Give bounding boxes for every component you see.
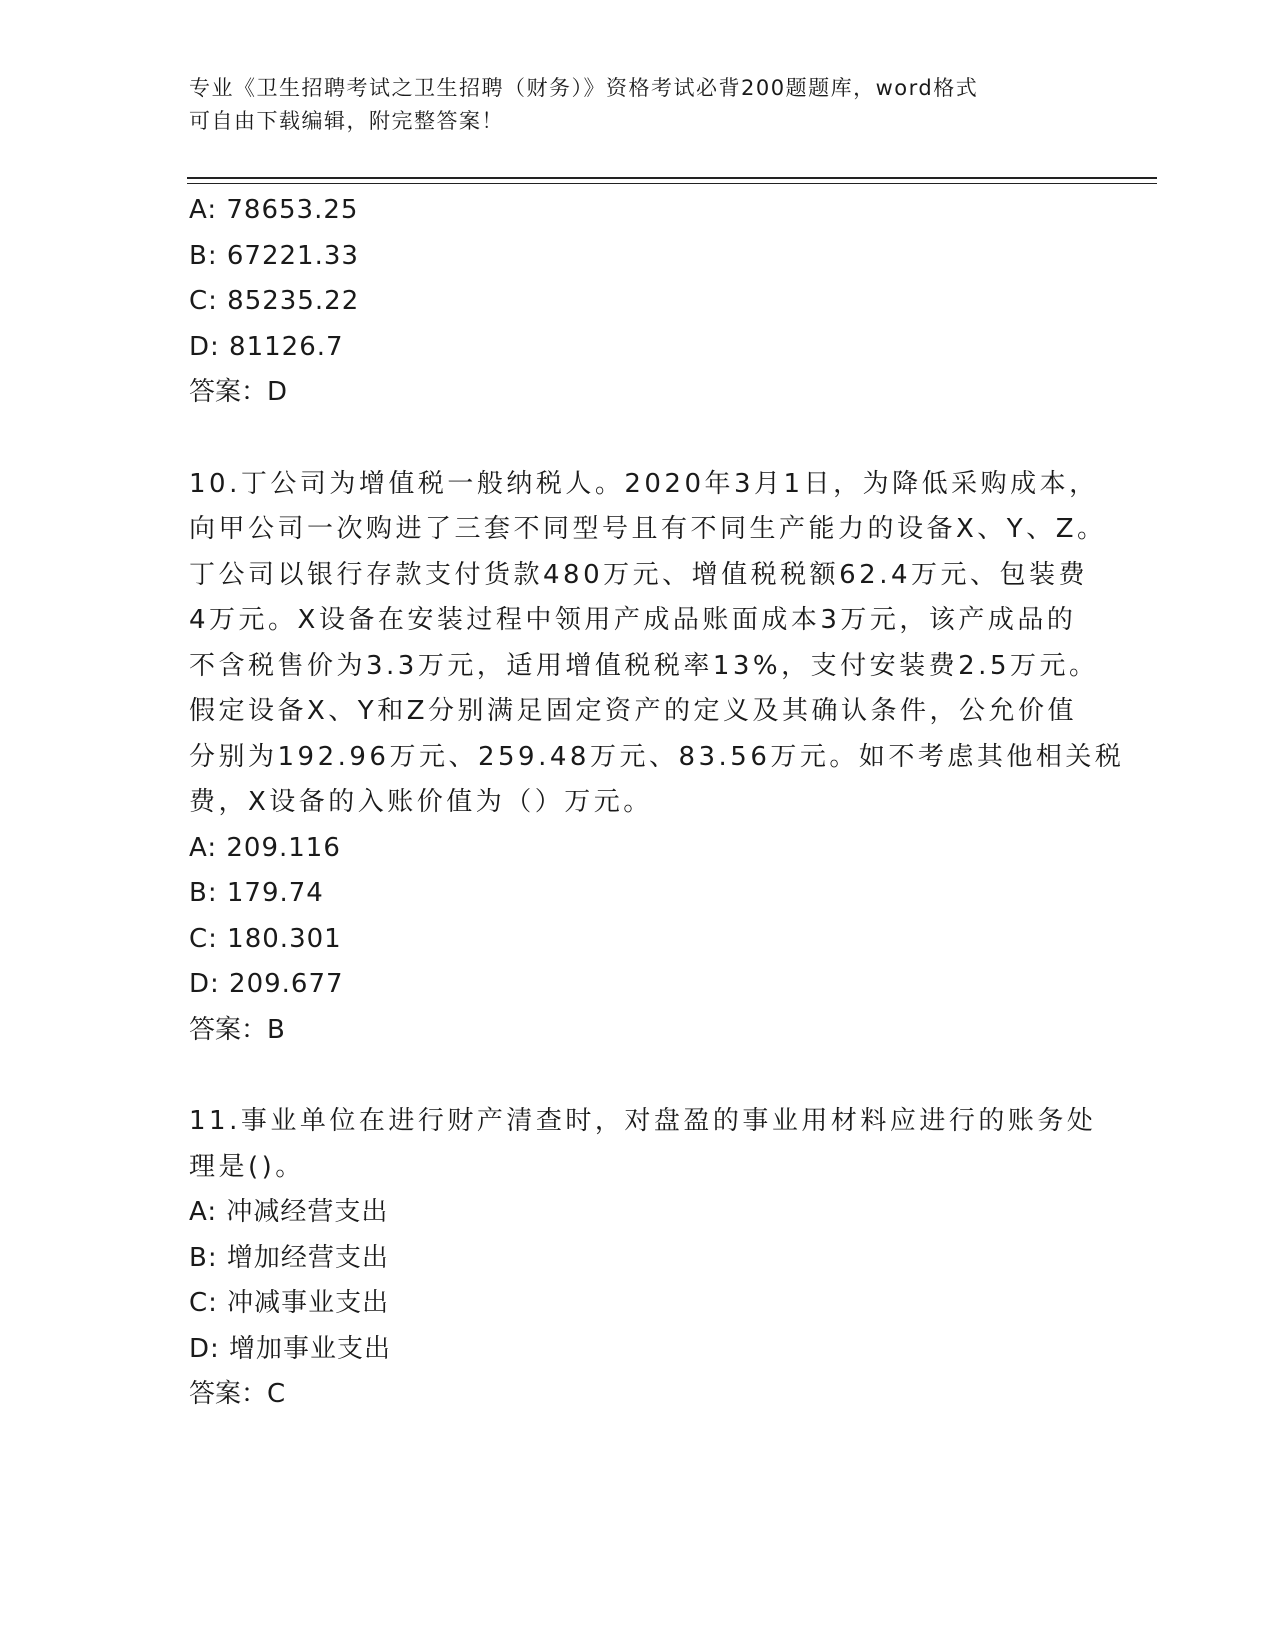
question-stem-line: 4万元。X设备在安装过程中领用产成品账面成本3万元，该产成品的 bbox=[189, 605, 1077, 635]
question-10 bbox=[189, 462, 1125, 1054]
question-stem-line: 丁公司以银行存款支付货款480万元、增值税税额62.4万元、包装费 bbox=[189, 559, 1089, 590]
question-stem-line: 费，X设备的入账价值为（）万元。 bbox=[189, 787, 653, 817]
question-stem-line: 分别为192.96万元、259.48万元、83.56万元。如不考虑其他相关税 bbox=[189, 741, 1125, 772]
answer-line: 答案：C bbox=[189, 1379, 286, 1409]
option-b: B: 增加经营支出 bbox=[189, 1242, 389, 1273]
spacer bbox=[189, 416, 1069, 462]
option-c: C: 180.301 bbox=[189, 923, 342, 954]
option-a: A: 冲减经营支出 bbox=[189, 1197, 389, 1227]
option-d: D: 209.677 bbox=[189, 969, 344, 999]
option-c: C: 85235.22 bbox=[189, 286, 360, 316]
question-stem-line: 11.事业单位在进行财产清查时，对盘盈的事业用材料应进行的账务处 bbox=[189, 1106, 1097, 1136]
question-stem-line: 不含税售价为3.3万元，适用增值税税率13%，支付安装费2.5万元。 bbox=[189, 650, 1099, 681]
question-stem-line: 向甲公司一次购进了三套不同型号且有不同生产能力的设备X、Y、Z。 bbox=[189, 514, 1107, 544]
option-a: A: 209.116 bbox=[189, 832, 341, 863]
option-a: A: 78653.25 bbox=[189, 195, 359, 225]
answer-line: 答案：D bbox=[189, 377, 288, 407]
document-header bbox=[189, 72, 1089, 138]
question-11 bbox=[189, 1099, 1097, 1418]
document-body bbox=[189, 188, 1125, 1418]
header-line-1: 专业《卫生招聘考试之卫生招聘（财务）》资格考试必背200题题库，word格式 bbox=[189, 76, 979, 100]
question-stem-line: 假定设备X、Y和Z分别满足固定资产的定义及其确认条件，公允价值 bbox=[189, 696, 1078, 726]
option-b: B: 179.74 bbox=[189, 878, 324, 908]
header-line-2: 可自由下载编辑，附完整答案！ bbox=[189, 109, 504, 133]
question-stem-line: 10.丁公司为增值税一般纳税人。2020年3月1日，为降低采购成本， bbox=[189, 468, 1099, 499]
question-stem-line: 理是()。 bbox=[189, 1151, 305, 1182]
option-b: B: 67221.33 bbox=[189, 240, 359, 271]
spacer bbox=[189, 1053, 1069, 1099]
option-d: D: 增加事业支出 bbox=[189, 1333, 392, 1364]
option-d: D: 81126.7 bbox=[189, 331, 344, 362]
header-rule-thin bbox=[187, 183, 1157, 184]
question-9 bbox=[189, 188, 1069, 416]
header-rule-thick bbox=[187, 177, 1157, 179]
option-c: C: 冲减事业支出 bbox=[189, 1288, 390, 1318]
answer-line: 答案：B bbox=[189, 1014, 285, 1045]
